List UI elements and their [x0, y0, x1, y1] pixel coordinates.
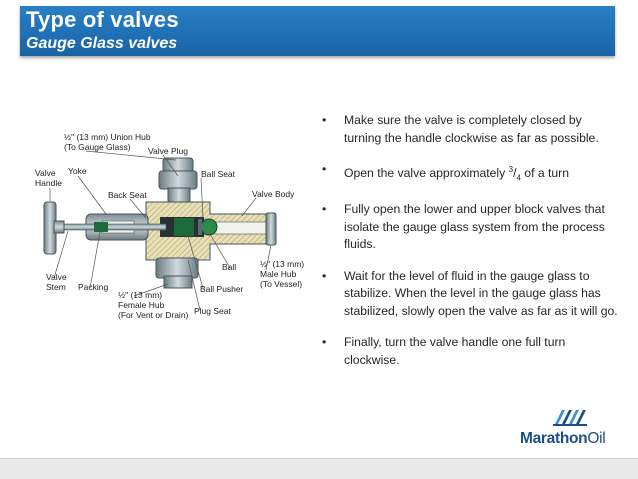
logo-mark-icon: [552, 408, 588, 428]
label-ball-pusher: Ball Pusher: [200, 284, 244, 294]
label-valve-stem-2: Stem: [46, 282, 66, 292]
valve-plug-part: [174, 218, 194, 236]
label-union-hub: ½" (13 mm) Union Hub: [64, 132, 151, 142]
fraction-numerator: 3: [508, 165, 514, 174]
label-valve-stem-1: Valve: [46, 272, 67, 282]
label-ball-seat: Ball Seat: [201, 169, 236, 179]
fraction-denominator: 4: [516, 173, 521, 183]
label-plug-seat: Plug Seat: [194, 306, 231, 316]
logo-text: [520, 430, 605, 448]
instruction-item: • Make sure the valve is completely closed by turning the handle clockwise as far as possible.: [322, 112, 622, 147]
gauge-glass-valve-diagram: [28, 118, 308, 358]
instruction-text: of a turn: [520, 166, 570, 181]
label-male-hub-2: Male Hub: [260, 269, 297, 279]
instruction-item: • Open the valve approximately $^3/_4$ of a turn: [322, 161, 622, 187]
female-hub-part: [156, 258, 198, 288]
label-back-seat: Back Seat: [108, 190, 147, 200]
valve-handle-part: [44, 202, 64, 254]
valve-stem-part: [62, 224, 166, 230]
label-female-hub-2: Female Hub: [118, 300, 165, 310]
marathon-oil-logo: [520, 408, 625, 453]
union-hub-part: [159, 158, 197, 202]
label-ball: Ball: [222, 262, 237, 272]
instruction-item: • Wait for the level of fluid in the gauge glass to stabilize. When the level in the gauge glass has stabilized, slowly open the valve as far as it will go.: [322, 268, 622, 321]
label-female-hub-1: ½" (13 mm): [118, 290, 163, 300]
label-valve-handle-2: Handle: [35, 178, 62, 188]
logo-text-oil: Oil: [587, 430, 606, 447]
page-title: Type of valves: [26, 7, 179, 32]
instruction-text: Open the valve approximately: [344, 166, 509, 181]
footer-bar: [0, 458, 638, 479]
label-male-hub-1: ½" (13 mm): [260, 259, 305, 269]
label-valve-body: Valve Body: [252, 189, 295, 199]
packing-part: [94, 222, 108, 232]
ball-part: [201, 219, 217, 235]
instruction-item: • Fully open the lower and upper block valves that isolate the gauge glass system from the process fluids.: [322, 201, 622, 254]
ball-seat-part: [198, 219, 202, 235]
label-female-hub-3: (For Vent or Drain): [118, 310, 189, 320]
logo-text-marathon: Marathon: [520, 430, 588, 447]
label-valve-plug: Valve Plug: [148, 146, 189, 156]
label-valve-handle-1: Valve: [35, 168, 56, 178]
instruction-item: • Finally, turn the valve handle one full turn clockwise.: [322, 334, 622, 369]
label-male-hub-3: (To Vessel): [260, 279, 303, 289]
label-yoke: Yoke: [68, 166, 87, 176]
instruction-list: [322, 112, 622, 383]
label-union-hub-note: (To Gauge Glass): [64, 142, 131, 152]
label-packing: Packing: [78, 282, 109, 292]
male-hub-part: [266, 213, 276, 245]
page-subtitle: Gauge Glass valves: [26, 35, 178, 52]
title-banner: [20, 6, 615, 56]
